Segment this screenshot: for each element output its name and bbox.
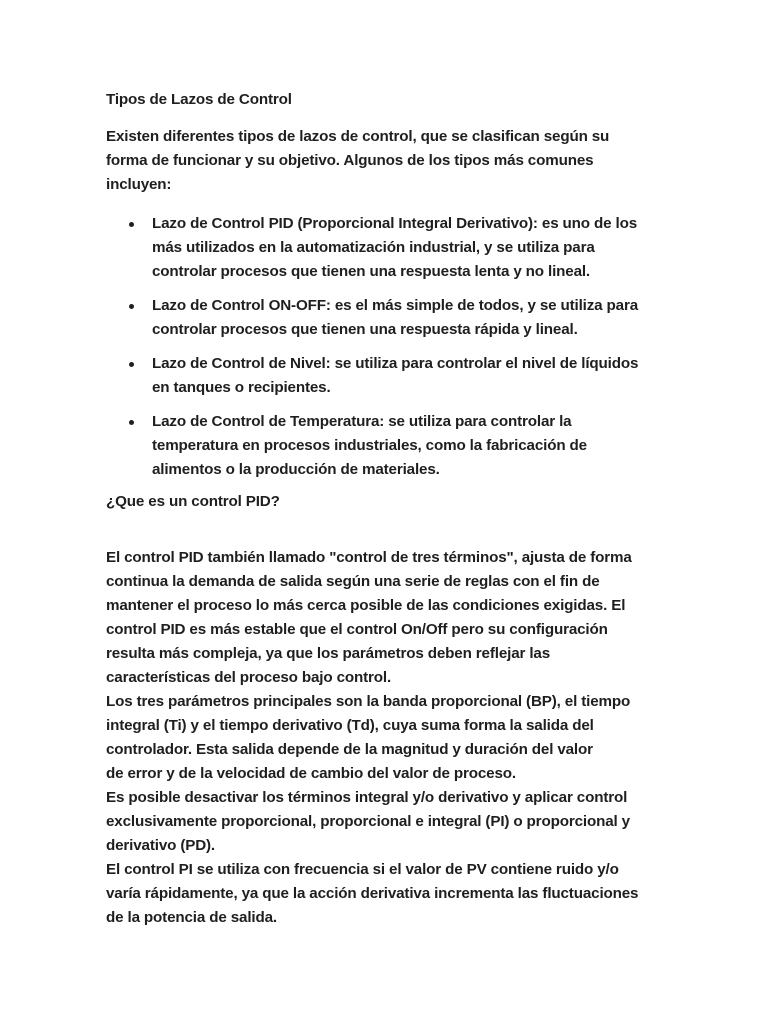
list-item-line: alimentos o la producción de materiales. <box>152 461 440 478</box>
body-line: resulta más compleja, ya que los parámetros deben reflejar las <box>106 645 550 662</box>
list-item-line: Lazo de Control de Temperatura: se utiliza para controlar la <box>152 413 572 430</box>
document-page <box>106 88 666 930</box>
body-line: de la potencia de salida. <box>106 909 277 926</box>
body-line: derivativo (PD). <box>106 837 215 854</box>
list-item-line: controlar procesos que tienen una respuesta rápida y lineal. <box>152 321 578 338</box>
body-line: El control PI se utiliza con frecuencia si el valor de PV contiene ruido y/o <box>106 861 619 878</box>
list-item-line: Lazo de Control PID (Proporcional Integral Derivativo): es uno de los <box>152 215 637 232</box>
list-item-line: controlar procesos que tienen una respuesta lenta y no lineal. <box>152 263 591 280</box>
body-line: El control PID también llamado "control de tres términos", ajusta de forma <box>106 549 632 566</box>
intro-line: incluyen: <box>106 176 172 193</box>
bullet-icon <box>129 304 134 309</box>
bullet-icon <box>129 420 134 425</box>
body-line: Es posible desactivar los términos integral y/o derivativo y aplicar control <box>106 789 628 806</box>
pid-explanation-paragraph <box>106 546 666 930</box>
body-line: mantener el proceso lo más cerca posible de las condiciones exigidas. El <box>106 597 626 614</box>
intro-line: forma de funcionar y su objetivo. Algunos de los tipos más comunes <box>106 152 594 169</box>
list-item-line: temperatura en procesos industriales, como la fabricación de <box>152 437 587 454</box>
body-line: características del proceso bajo control. <box>106 669 392 686</box>
body-line: control PID es más estable que el control On/Off pero su configuración <box>106 621 608 638</box>
section-heading <box>106 490 666 514</box>
body-line: de error y de la velocidad de cambio del valor de proceso. <box>106 765 516 782</box>
list-item-line: Lazo de Control de Nivel: se utiliza para controlar el nivel de líquidos <box>152 355 639 372</box>
title-text: Tipos de Lazos de Control <box>106 91 292 108</box>
list-item-on-off-loop <box>106 294 666 342</box>
question-text: ¿Que es un control PID? <box>106 493 280 510</box>
list-item-pid-loop <box>106 212 666 284</box>
body-line: controlador. Esta salida depende de la magnitud y duración del valor <box>106 741 593 758</box>
list-item-line: más utilizados en la automatización industrial, y se utiliza para <box>152 239 595 256</box>
body-line: varía rápidamente, ya que la acción derivativa incrementa las fluctuaciones <box>106 885 639 902</box>
bullet-icon <box>129 222 134 227</box>
list-item-line: Lazo de Control ON-OFF: es el más simple de todos, y se utiliza para <box>152 297 639 314</box>
body-line: continua la demanda de salida según una serie de reglas con el fin de <box>106 573 600 590</box>
body-line: exclusivamente proporcional, proporcional e integral (PI) o proporcional y <box>106 813 630 830</box>
body-line: integral (Ti) y el tiempo derivativo (Td), cuya suma forma la salida del <box>106 717 594 734</box>
list-item-line: en tanques o recipientes. <box>152 379 331 396</box>
intro-paragraph <box>106 125 666 197</box>
control-loop-types-list <box>106 212 666 482</box>
bullet-icon <box>129 362 134 367</box>
list-item-temperature-loop <box>106 410 666 482</box>
list-item-level-loop <box>106 352 666 400</box>
intro-line: Existen diferentes tipos de lazos de control, que se clasifican según su <box>106 128 610 145</box>
document-title <box>106 88 666 112</box>
body-line: Los tres parámetros principales son la banda proporcional (BP), el tiempo <box>106 693 631 710</box>
